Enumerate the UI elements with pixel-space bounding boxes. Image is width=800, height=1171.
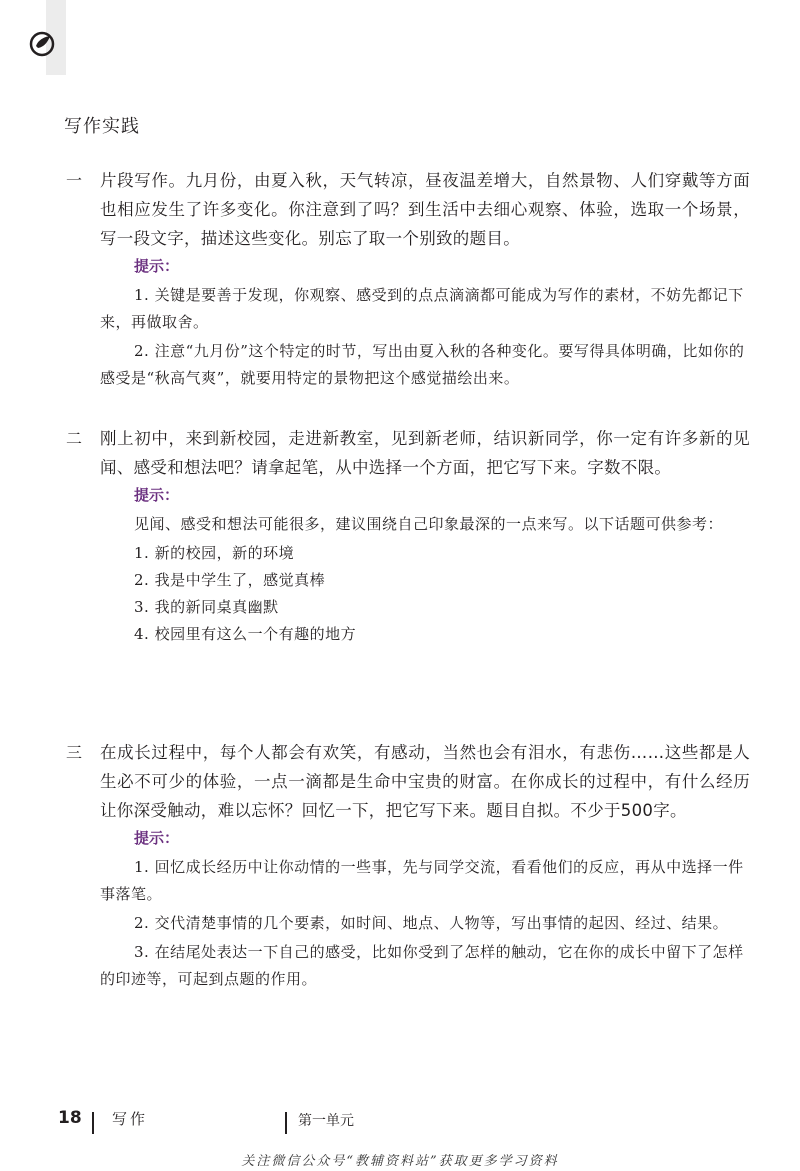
topic-item: 4. 校园里有这么一个有趣的地方 [134, 625, 357, 643]
item-number: 一 [66, 171, 83, 190]
tips-block [100, 482, 750, 648]
tip-paragraph: 1. 回忆成长经历中让你动情的一些事，先与同学交流，看看他们的反应，再从中选择一件事落笔。 [100, 858, 744, 903]
tips-label: 提示： [134, 829, 180, 847]
tips-block [100, 253, 750, 392]
exercise-item-1 [60, 166, 750, 394]
section-title: 写作实践 [64, 116, 140, 137]
footer-divider [92, 1112, 94, 1134]
tip-intro: 见闻、感受和想法可能很多，建议围绕自己印象最深的一点来写。以下话题可供参考： [134, 515, 724, 533]
tip-paragraph: 1. 关键是要善于发现，你观察、感受到的点点滴滴都可能成为写作的素材，不妨先都记下来，再做取舍。 [100, 286, 744, 331]
exercise-item-3 [60, 738, 750, 995]
item-prompt: 片段写作。九月份，由夏入秋，天气转凉，昼夜温差增大，自然景物、人们穿戴等方面也相应发生了许多变化。你注意到了吗？到生活中去细心观察、体验，选取一个场景，写一段文字，描述这些变化。别忘了取一个别致的题目。 [100, 171, 750, 248]
tips-label: 提示： [134, 486, 180, 504]
footer-section-label: 写作 [112, 1110, 149, 1128]
tip-paragraph: 2. 注意“九月份”这个特定的时节，写出由夏入秋的各种变化。要写得具体明确，比如你的感受是“秋高气爽”，就要用特定的景物把这个感觉描绘出来。 [100, 342, 745, 387]
item-prompt: 刚上初中，来到新校园，走进新教室，见到新老师，结识新同学，你一定有许多新的见闻、感受和想法吧？请拿起笔，从中选择一个方面，把它写下来。字数不限。 [100, 429, 750, 477]
topic-item: 1. 新的校园，新的环境 [134, 544, 295, 562]
leaf-logo-icon [28, 30, 56, 58]
item-number: 二 [66, 429, 83, 448]
watermark-text: 关注微信公众号“教辅资料站”获取更多学习资料 [241, 1154, 559, 1169]
item-prompt: 在成长过程中，每个人都会有欢笑，有感动，当然也会有泪水，有悲伤……这些都是人生必不可少的体验，一点一滴都是生命中宝贵的财富。在你成长的过程中，有什么经历让你深受触动，难以忘怀？回忆一下，把它写下来。题目自拟。不少于500字。 [100, 743, 750, 820]
item-number: 三 [66, 743, 83, 762]
topic-item: 3. 我的新同桌真幽默 [134, 598, 279, 616]
footer-unit-label: 第一单元 [298, 1113, 354, 1129]
tips-block [100, 825, 750, 993]
tips-label: 提示： [134, 257, 180, 275]
footer-divider [285, 1112, 287, 1134]
page-number: 18 [58, 1108, 82, 1128]
tip-paragraph: 2. 交代清楚事情的几个要素，如时间、地点、人物等，写出事情的起因、经过、结果。 [134, 914, 729, 932]
page-footer [0, 1100, 800, 1140]
topic-item: 2. 我是中学生了，感觉真棒 [134, 571, 326, 589]
exercise-item-2 [60, 424, 750, 648]
tip-paragraph: 3. 在结尾处表达一下自己的感受，比如你受到了怎样的触动，它在你的成长中留下了怎样的印迹等，可起到点题的作用。 [100, 943, 744, 988]
